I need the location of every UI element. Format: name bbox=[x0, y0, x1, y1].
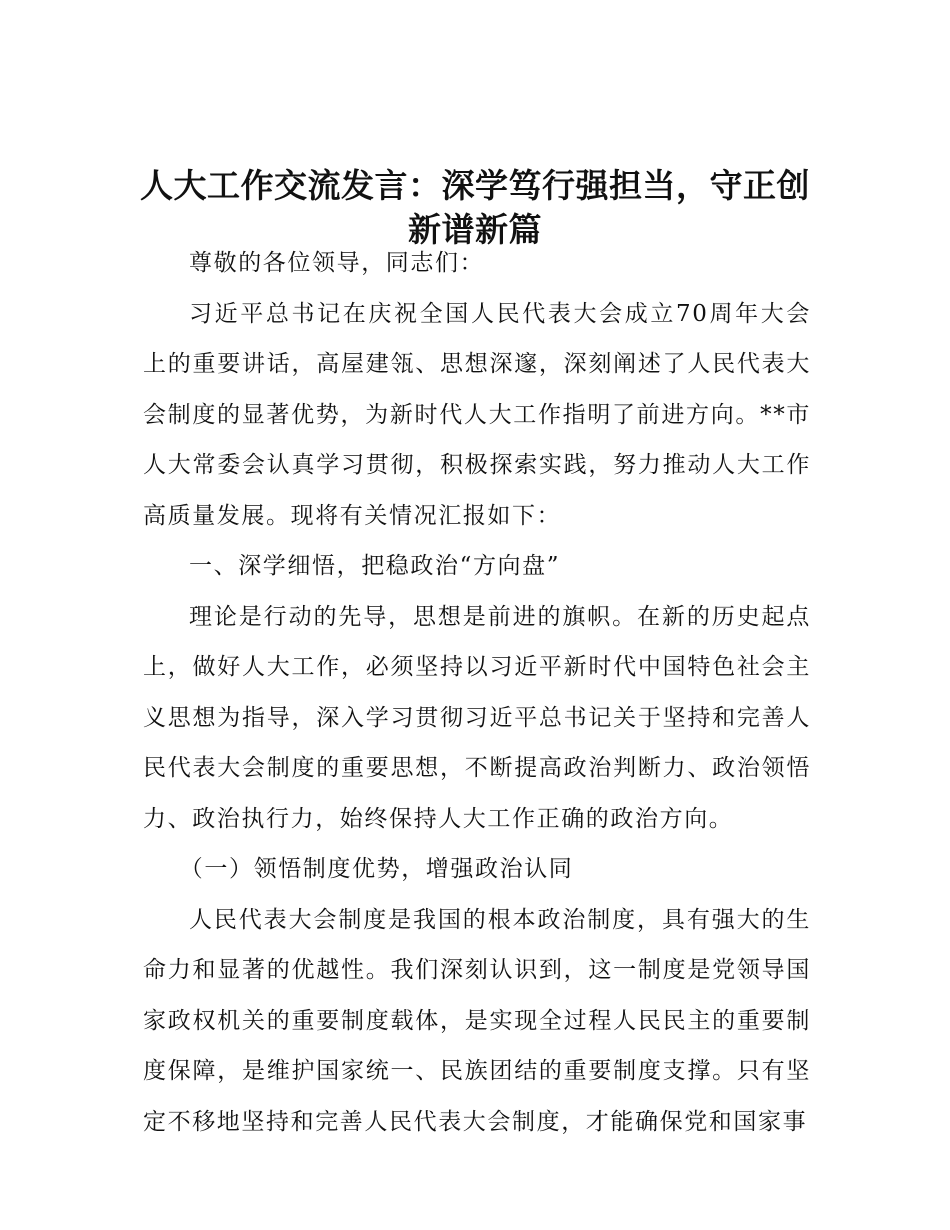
salutation: 尊敬的各位领导，同志们： bbox=[189, 250, 485, 276]
section-1-paragraph: 理论是行动的先导，思想是前进的旗帜。在新的历史起点上，做好人大工作，必须坚持以习近平新时代中国特色社会主义思想为指导，深入学习贯彻习近平总书记关于坚持和完善人民代表大会制度的重要思想，不断提高政治判断力、政治领悟力、政治执行力，始终保持人大工作正确的政治方向。 bbox=[143, 603, 811, 832]
document-title: 人大工作交流发言：深学笃行强担当，守正创新谱新篇 bbox=[140, 166, 810, 249]
subsection-1-heading: （一）领悟制度优势，增强政治认同 bbox=[179, 856, 574, 882]
intro-paragraph: 习近平总书记在庆祝全国人民代表大会成立70周年大会上的重要讲话，高屋建瓴、思想深邃，深刻阐述了人民代表大会制度的显著优势，为新时代人大工作指明了前进方向。**市人大常委会认真学习贯彻，积极探索实践，努力推动人大工作高质量发展。现将有关情况汇报如下： bbox=[143, 300, 811, 529]
subsection-1-paragraph: 人民代表大会制度是我国的根本政治制度，具有强大的生命力和显著的优越性。我们深刻认识到，这一制度是党领导国家政权机关的重要制度载体，是实现全过程人民民主的重要制度保障，是维护国家统一、民族团结的重要制度支撑。只有坚定不移地坚持和完善人民代表大会制度，才能确保党和国家事 bbox=[143, 906, 811, 1135]
document-body bbox=[143, 238, 811, 1147]
section-1-heading: 一、深学细悟，把稳政治“方向盘” bbox=[189, 553, 561, 579]
